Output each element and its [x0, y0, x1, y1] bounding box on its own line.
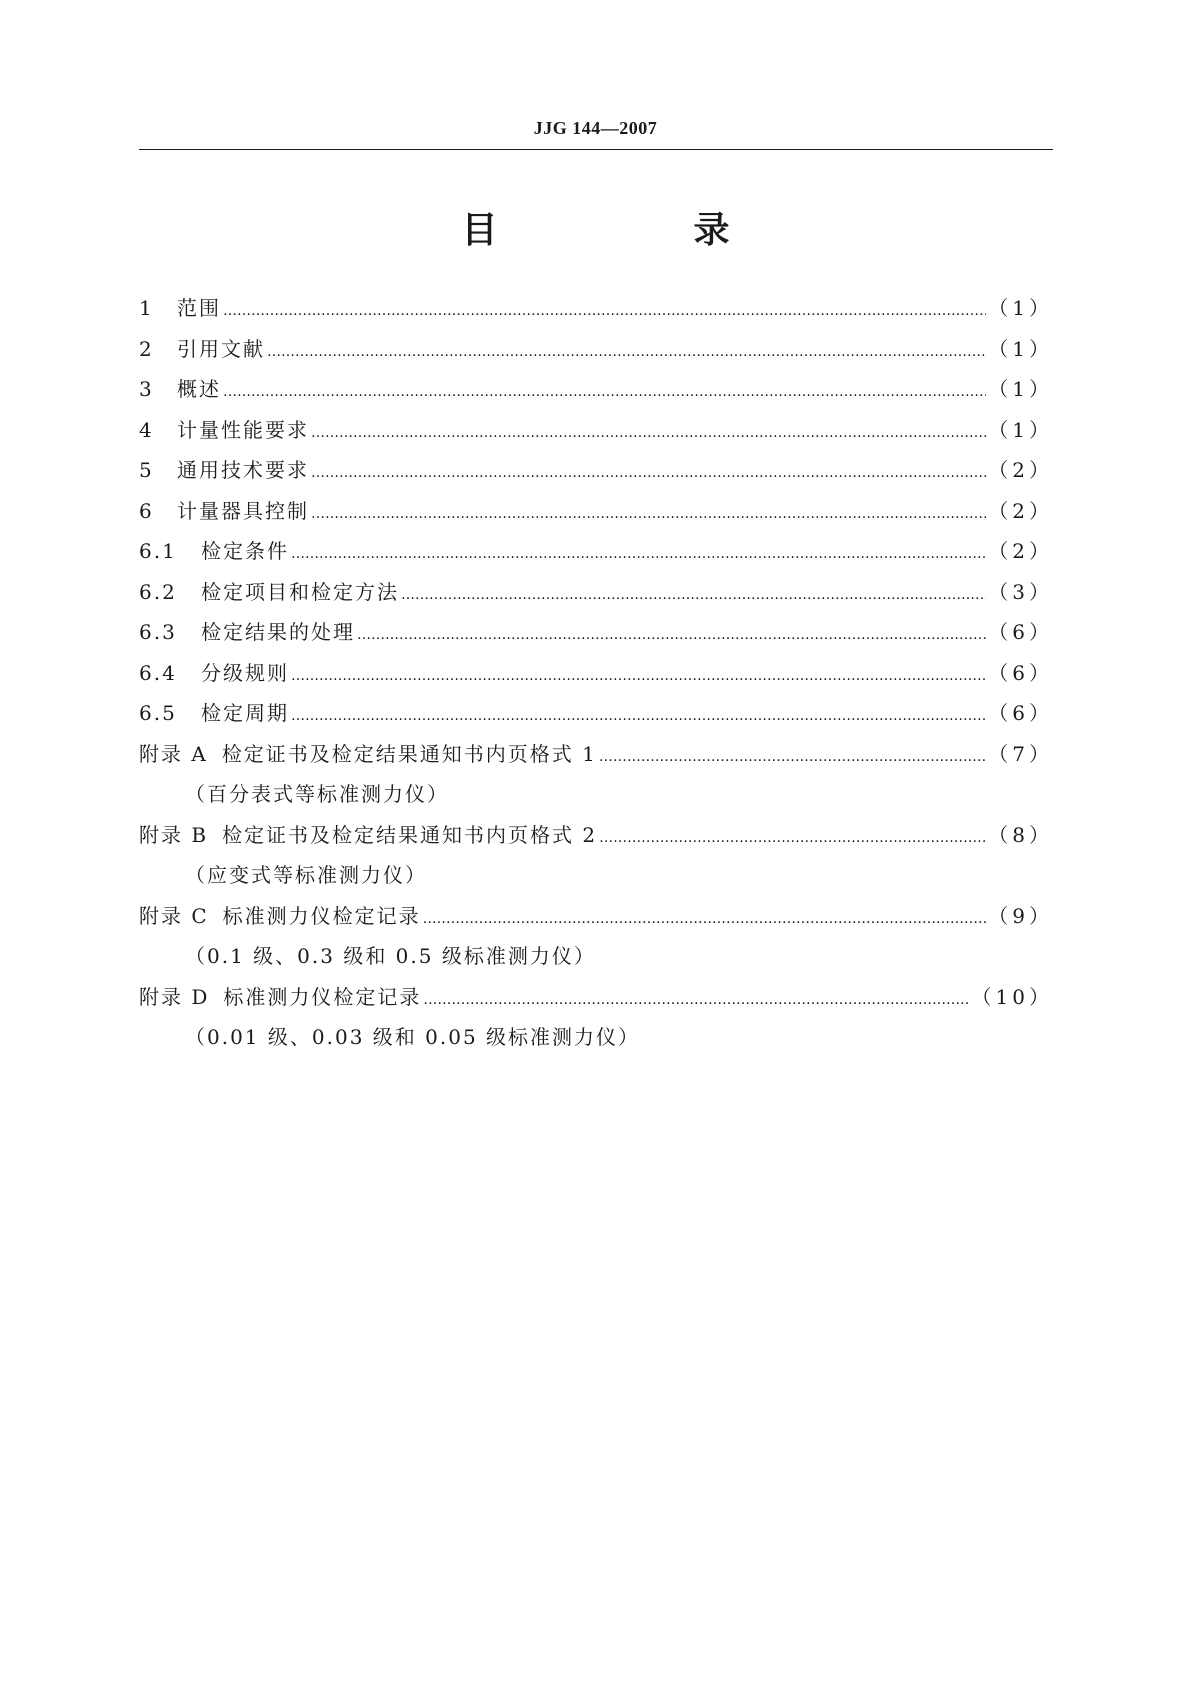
toc-label: 检定结果的处理: [201, 620, 355, 644]
dot-leader: [223, 296, 986, 320]
toc-label: 概述: [177, 377, 221, 401]
dot-leader: [599, 742, 986, 766]
toc-entry-4[interactable]: [139, 414, 1053, 455]
toc-number: 6.1: [139, 539, 177, 563]
toc-page: （7）: [988, 741, 1053, 766]
toc-page: （2）: [988, 498, 1053, 523]
dot-leader: [423, 985, 969, 1009]
toc-entry-3[interactable]: [139, 373, 1053, 414]
toc-number: 2: [139, 336, 154, 361]
dot-leader: [599, 823, 986, 847]
toc-entry-2[interactable]: [139, 333, 1053, 374]
toc-number: 5: [139, 458, 154, 482]
toc-entry-6-3[interactable]: [139, 616, 1053, 657]
toc-label: 检定证书及检定结果通知书内页格式 1: [221, 741, 597, 766]
toc-number: 3: [139, 377, 154, 401]
toc-entry-5[interactable]: [139, 454, 1053, 495]
toc-label: 检定条件: [201, 539, 289, 563]
toc-page: （6）: [988, 701, 1053, 725]
toc-page: （2）: [988, 539, 1053, 563]
toc-label: 标准测力仪检定记录: [223, 984, 422, 1009]
toc-number: 6.4: [139, 660, 177, 685]
toc-label: 分级规则: [201, 660, 289, 685]
toc-label: 检定项目和检定方法: [201, 579, 399, 604]
dot-leader: [311, 418, 986, 442]
toc-page: （10）: [971, 984, 1053, 1009]
dot-leader: [311, 458, 986, 482]
toc-appendix-b[interactable]: [139, 819, 1053, 860]
toc-number: 附录 D: [139, 984, 210, 1009]
toc-page: （6）: [988, 620, 1053, 644]
dot-leader: [357, 620, 986, 644]
dot-leader: [311, 499, 986, 523]
dot-leader: [291, 661, 986, 685]
toc-appendix-d-subtitle: （0.01 级、0.03 级和 0.05 级标准测力仪）: [185, 1025, 641, 1049]
toc-page: （1）: [988, 417, 1053, 442]
toc-entry-6-4[interactable]: [139, 657, 1053, 698]
toc-label: 检定周期: [201, 701, 289, 725]
dot-leader: [291, 539, 986, 563]
toc-page: （9）: [988, 903, 1053, 928]
toc-entry-6-1[interactable]: [139, 535, 1053, 576]
toc-appendix-d[interactable]: [139, 981, 1053, 1022]
dot-leader: [223, 377, 986, 401]
toc-label: 引用文献: [177, 336, 265, 361]
toc-page: （1）: [988, 377, 1053, 401]
toc-number: 6.2: [139, 579, 177, 604]
toc-appendix-c-subtitle: （0.1 级、0.3 级和 0.5 级标准测力仪）: [185, 944, 596, 968]
toc-number: 6: [139, 498, 154, 523]
toc-label: 计量性能要求: [177, 417, 309, 442]
toc-number: 6.3: [139, 620, 177, 644]
toc-appendix-c[interactable]: [139, 900, 1053, 941]
toc-page: （6）: [988, 660, 1053, 685]
toc-number: 1: [139, 296, 154, 320]
toc-entry-1[interactable]: [139, 292, 1053, 333]
header-standard-code: JJG 144—2007: [533, 118, 658, 138]
toc-number: 附录 C: [139, 903, 209, 928]
toc-label: 范围: [177, 296, 221, 320]
toc-number: 附录 A: [139, 741, 208, 766]
dot-leader: [291, 701, 986, 725]
toc-label: 标准测力仪检定记录: [222, 903, 421, 928]
toc-number: 4: [139, 417, 154, 442]
dot-leader: [423, 904, 987, 928]
toc-appendix-a-subtitle: （百分表式等标准测力仪）: [185, 782, 449, 806]
toc-number: 6.5: [139, 701, 177, 725]
toc-page: （1）: [988, 296, 1053, 320]
header-rule: [139, 149, 1053, 150]
toc-entry-6-2[interactable]: [139, 576, 1053, 617]
toc-label: 计量器具控制: [177, 498, 309, 523]
toc-number: 附录 B: [139, 822, 209, 847]
toc-page: （1）: [988, 336, 1053, 361]
toc-label: 通用技术要求: [177, 458, 309, 482]
toc-page: （8）: [988, 822, 1053, 847]
toc-appendix-a[interactable]: [139, 738, 1053, 779]
toc-label: 检定证书及检定结果通知书内页格式 2: [222, 822, 598, 847]
toc-entry-6-5[interactable]: [139, 697, 1053, 738]
toc-page: （3）: [988, 579, 1053, 604]
dot-leader: [401, 580, 986, 604]
table-of-contents: [139, 292, 1053, 1062]
page-title: 目 录: [461, 210, 810, 251]
dot-leader: [267, 337, 986, 361]
toc-page: （2）: [988, 458, 1053, 482]
toc-appendix-b-subtitle: （应变式等标准测力仪）: [185, 863, 427, 887]
toc-entry-6[interactable]: [139, 495, 1053, 536]
